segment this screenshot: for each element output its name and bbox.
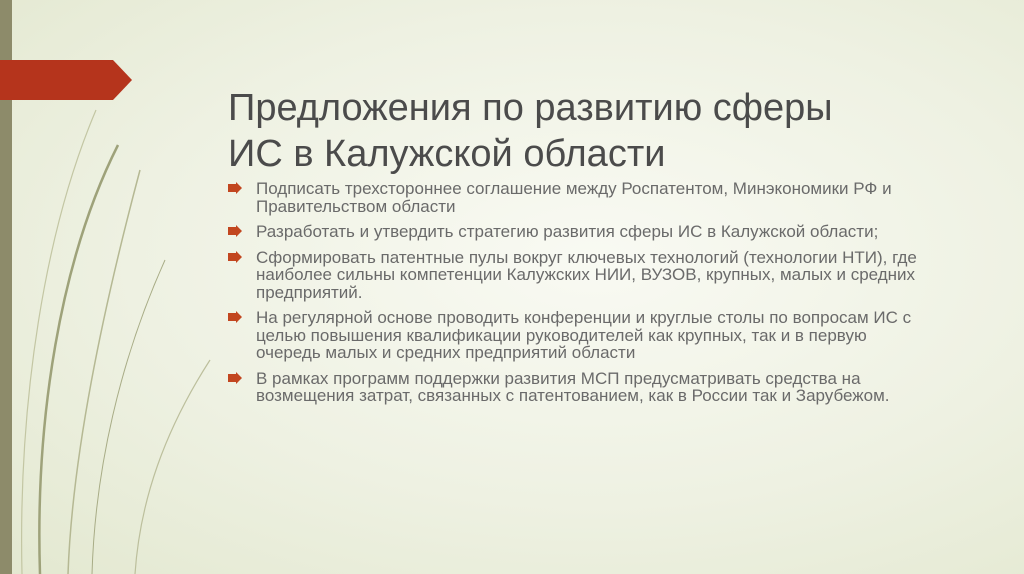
bullet-text: Сформировать патентные пулы вокруг ключевых технологий (технологии НТИ), где наиболее сильны компетенции Калужских НИИ, ВУЗОВ, крупных, малых и средних предприятий. bbox=[256, 247, 917, 302]
bullet-list bbox=[228, 180, 928, 413]
bullet-text: Разработать и утвердить стратегию развития сферы ИС в Калужской области; bbox=[256, 222, 879, 241]
bullet-item bbox=[228, 309, 928, 362]
bullet-text: Подписать трехстороннее соглашение между Роспатентом, Минэкономики РФ и Правительством области bbox=[256, 179, 892, 216]
accent-arrow-shape bbox=[0, 60, 132, 100]
title-line-2: ИС в Калужской области bbox=[228, 133, 666, 176]
bullet-item bbox=[228, 370, 928, 405]
arrow-bullet-icon bbox=[228, 311, 242, 323]
bullet-text: В рамках программ поддержки развития МСП предусматривать средства на возмещения затрат, связанных с патентованием, как в России так и Зарубежом. bbox=[256, 368, 890, 405]
bullet-item bbox=[228, 249, 928, 302]
bullet-item bbox=[228, 180, 928, 215]
arrow-bullet-icon bbox=[228, 251, 242, 263]
left-side-bar bbox=[0, 0, 12, 574]
slide-title bbox=[228, 85, 948, 177]
arrow-bullet-icon bbox=[228, 182, 242, 194]
title-line-1: Предложения по развитию сферы bbox=[228, 87, 833, 130]
arrow-bullet-icon bbox=[228, 372, 242, 384]
bullet-text: На регулярной основе проводить конференции и круглые столы по вопросам ИС с целью повышения квалификации руководителей как крупных, так и в первую очередь малых и средних предприятий области bbox=[256, 308, 912, 362]
bullet-item bbox=[228, 223, 928, 241]
arrow-bullet-icon bbox=[228, 225, 242, 237]
